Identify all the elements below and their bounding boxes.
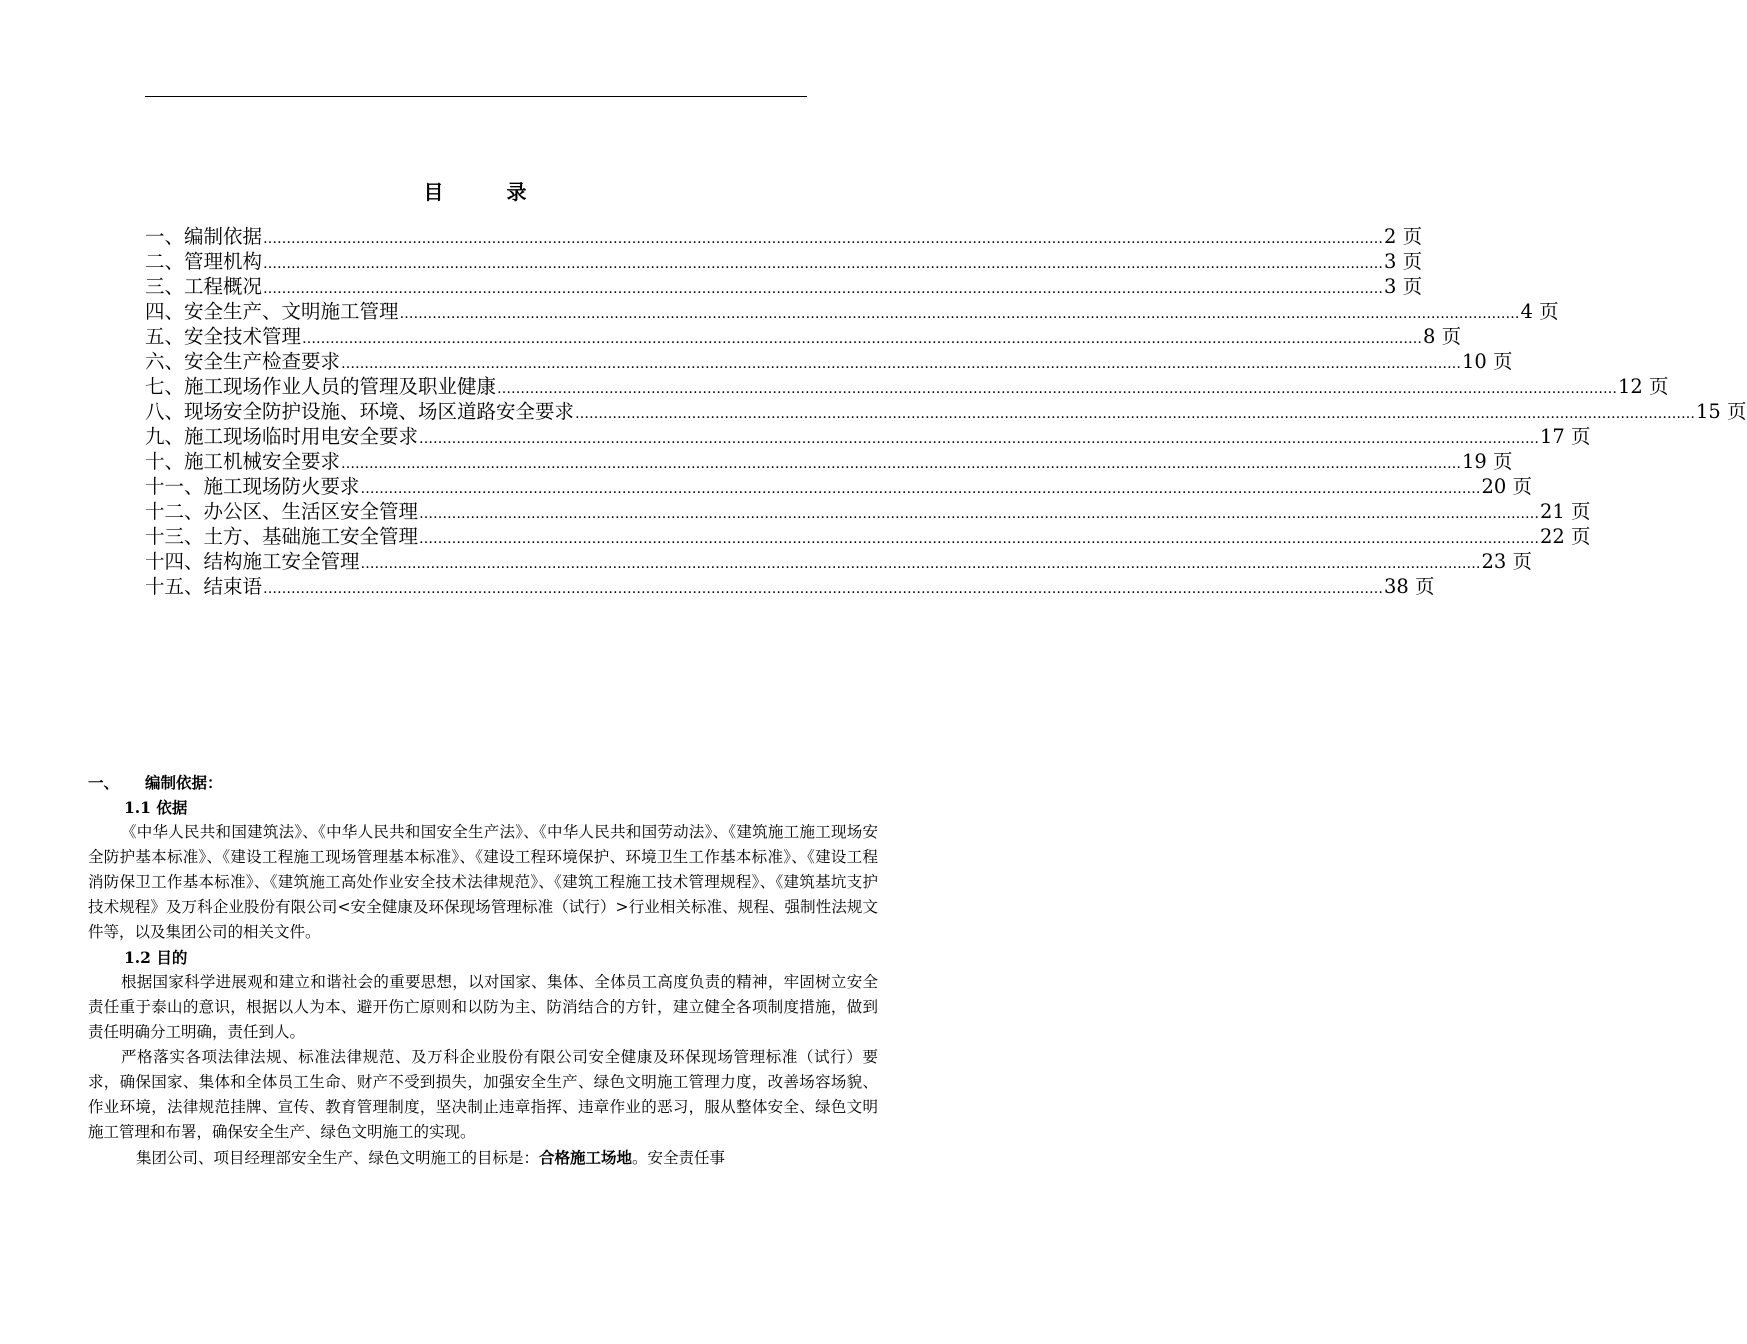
- toc-entry[interactable]: [145, 374, 1669, 399]
- toc-entry-label: 八、现场安全防护设施、环境、场区道路安全要求: [145, 400, 575, 423]
- toc-leader-dots: ……………………………………………………………………………………………………………………………………………………………………………………………………………………: [419, 431, 1540, 447]
- toc-leader-dots: ……………………………………………………………………………………………………………………………………………………………………………………………………………………: [302, 331, 1423, 347]
- toc-entry[interactable]: [145, 399, 1747, 424]
- goal-text-start: 集团公司、项目经理部安全生产、绿色文明施工的目标是：: [136, 1149, 540, 1167]
- document-body: [88, 770, 878, 1171]
- toc-entry-label: 二、管理机构: [145, 250, 263, 273]
- toc-entry-label: 十五、结束语: [145, 575, 263, 598]
- toc-entry-label: 四、安全生产、文明施工管理: [145, 300, 399, 323]
- toc-leader-dots: ……………………………………………………………………………………………………………………………………………………………………………………………………………………: [263, 581, 1384, 597]
- toc-leader-dots: ……………………………………………………………………………………………………………………………………………………………………………………………………………………: [263, 256, 1384, 272]
- toc-entry-page: 17 页: [1540, 425, 1591, 448]
- toc-entry-page: 2 页: [1384, 225, 1423, 248]
- toc-entry-page: 19 页: [1462, 450, 1513, 473]
- purpose-paragraph-2: 严格落实各项法律法规、标准法律规范、及万科企业股份有限公司安全健康及环保现场管理标准（试行）要求，确保国家、集体和全体员工生命、财产不受到损失，加强安全生产、绿色文明施工管理力度，改善场容场貌、作业环境，法律规范挂牌、宣传、教育管理制度，坚决制止违章指挥、违章作业的恶习，服从整体安全、绿色文明施工管理和布署，确保安全生产、绿色文明施工的实现。: [88, 1048, 878, 1141]
- toc-leader-dots: ……………………………………………………………………………………………………………………………………………………………………………………………………………………: [341, 456, 1462, 472]
- header-rule: [145, 96, 807, 97]
- toc-entry[interactable]: [145, 349, 1513, 374]
- purpose-paragraph-1: 根据国家科学进展观和建立和谐社会的重要思想，以对国家、集体、全体员工高度负责的精神，牢固树立安全责任重于泰山的意识，根据以人为本、避开伤亡原则和以防为主、防消结合的方针，建立健全各项制度措施，做到责任明确分工明确，责任到人。: [88, 973, 878, 1041]
- toc-entry[interactable]: [145, 274, 1423, 299]
- toc-entry-page: 3 页: [1384, 250, 1423, 273]
- table-of-contents: [145, 224, 1747, 599]
- toc-leader-dots: ……………………………………………………………………………………………………………………………………………………………………………………………………………………: [497, 381, 1618, 397]
- toc-entry-label: 十一、施工现场防火要求: [145, 475, 360, 498]
- toc-entry[interactable]: [145, 574, 1435, 599]
- toc-entry-label: 五、安全技术管理: [145, 325, 302, 348]
- toc-leader-dots: ……………………………………………………………………………………………………………………………………………………………………………………………………………………: [263, 231, 1384, 247]
- toc-entry-label: 十四、结构施工安全管理: [145, 550, 360, 573]
- toc-entry-page: 38 页: [1384, 575, 1435, 598]
- section-number: 一、: [88, 773, 120, 792]
- toc-leader-dots: ……………………………………………………………………………………………………………………………………………………………………………………………………………………: [360, 556, 1481, 572]
- toc-entry-page: 8 页: [1423, 325, 1462, 348]
- toc-entry[interactable]: [145, 549, 1533, 574]
- toc-entry-page: 4 页: [1520, 300, 1559, 323]
- toc-entry[interactable]: [145, 474, 1533, 499]
- toc-entry-page: 23 页: [1481, 550, 1533, 573]
- purpose-paragraph-3: [88, 1145, 878, 1171]
- toc-entry-label: 十、施工机械安全要求: [145, 450, 341, 473]
- toc-entry[interactable]: [145, 249, 1423, 274]
- toc-entry[interactable]: [145, 324, 1462, 349]
- toc-leader-dots: ……………………………………………………………………………………………………………………………………………………………………………………………………………………: [399, 306, 1520, 322]
- section-heading: [88, 770, 878, 795]
- toc-entry-page: 22 页: [1540, 525, 1591, 548]
- toc-entry-page: 20 页: [1481, 475, 1533, 498]
- toc-leader-dots: ……………………………………………………………………………………………………………………………………………………………………………………………………………………: [263, 281, 1384, 297]
- toc-entry-page: 10 页: [1462, 350, 1513, 373]
- subsection-heading-basis: 1.1 依据: [124, 798, 188, 817]
- toc-leader-dots: ……………………………………………………………………………………………………………………………………………………………………………………………………………………: [419, 531, 1540, 547]
- toc-leader-dots: ……………………………………………………………………………………………………………………………………………………………………………………………………………………: [360, 481, 1481, 497]
- toc-leader-dots: ……………………………………………………………………………………………………………………………………………………………………………………………………………………: [419, 506, 1540, 522]
- toc-entry-label: 七、施工现场作业人员的管理及职业健康: [145, 375, 497, 398]
- toc-entry[interactable]: [145, 224, 1423, 249]
- toc-entry[interactable]: [145, 524, 1591, 549]
- toc-entry[interactable]: [145, 499, 1591, 524]
- toc-entry-label: 十三、土方、基础施工安全管理: [145, 525, 419, 548]
- toc-leader-dots: ……………………………………………………………………………………………………………………………………………………………………………………………………………………: [575, 406, 1696, 422]
- toc-entry-label: 六、安全生产检查要求: [145, 350, 341, 373]
- toc-entry-page: 3 页: [1384, 275, 1423, 298]
- toc-entry[interactable]: [145, 299, 1559, 324]
- goal-text-end: 。安全责任事: [632, 1149, 726, 1167]
- toc-entry-page: 21 页: [1540, 500, 1591, 523]
- subsection-heading-purpose: 1.2 目的: [124, 948, 188, 967]
- toc-entry[interactable]: [145, 424, 1591, 449]
- toc-entry-page: 12 页: [1618, 375, 1669, 398]
- toc-entry[interactable]: [145, 449, 1513, 474]
- toc-leader-dots: ……………………………………………………………………………………………………………………………………………………………………………………………………………………: [341, 356, 1462, 372]
- basis-paragraph: 《中华人民共和国建筑法》、《中华人民共和国安全生产法》、《中华人民共和国劳动法》、《建筑施工施工现场安全防护基本标准》、《建设工程施工现场管理基本标准》、《建设工程环境保护、环境卫生工作基本标准》、《建设工程消防保卫工作基本标准》、《建筑施工高处作业安全技术法律规范》、《建筑工程施工技术管理规程》、《建筑基坑支护技术规程》及万科企业股份有限公司<安全健康及环保现场管理标准（试行）>行业相关标准、规程、强制性法规文件等，以及集团公司的相关文件。: [88, 823, 878, 941]
- toc-entry-page: 15 页: [1696, 400, 1747, 423]
- toc-entry-label: 九、施工现场临时用电安全要求: [145, 425, 419, 448]
- toc-entry-label: 三、工程概况: [145, 275, 263, 298]
- toc-entry-label: 一、编制依据: [145, 225, 263, 248]
- toc-entry-label: 十二、办公区、生活区安全管理: [145, 500, 419, 523]
- toc-title: 目 录: [423, 180, 555, 204]
- section-title: 编制依据：: [145, 773, 223, 792]
- goal-text-bold: 合格施工场地: [539, 1148, 633, 1167]
